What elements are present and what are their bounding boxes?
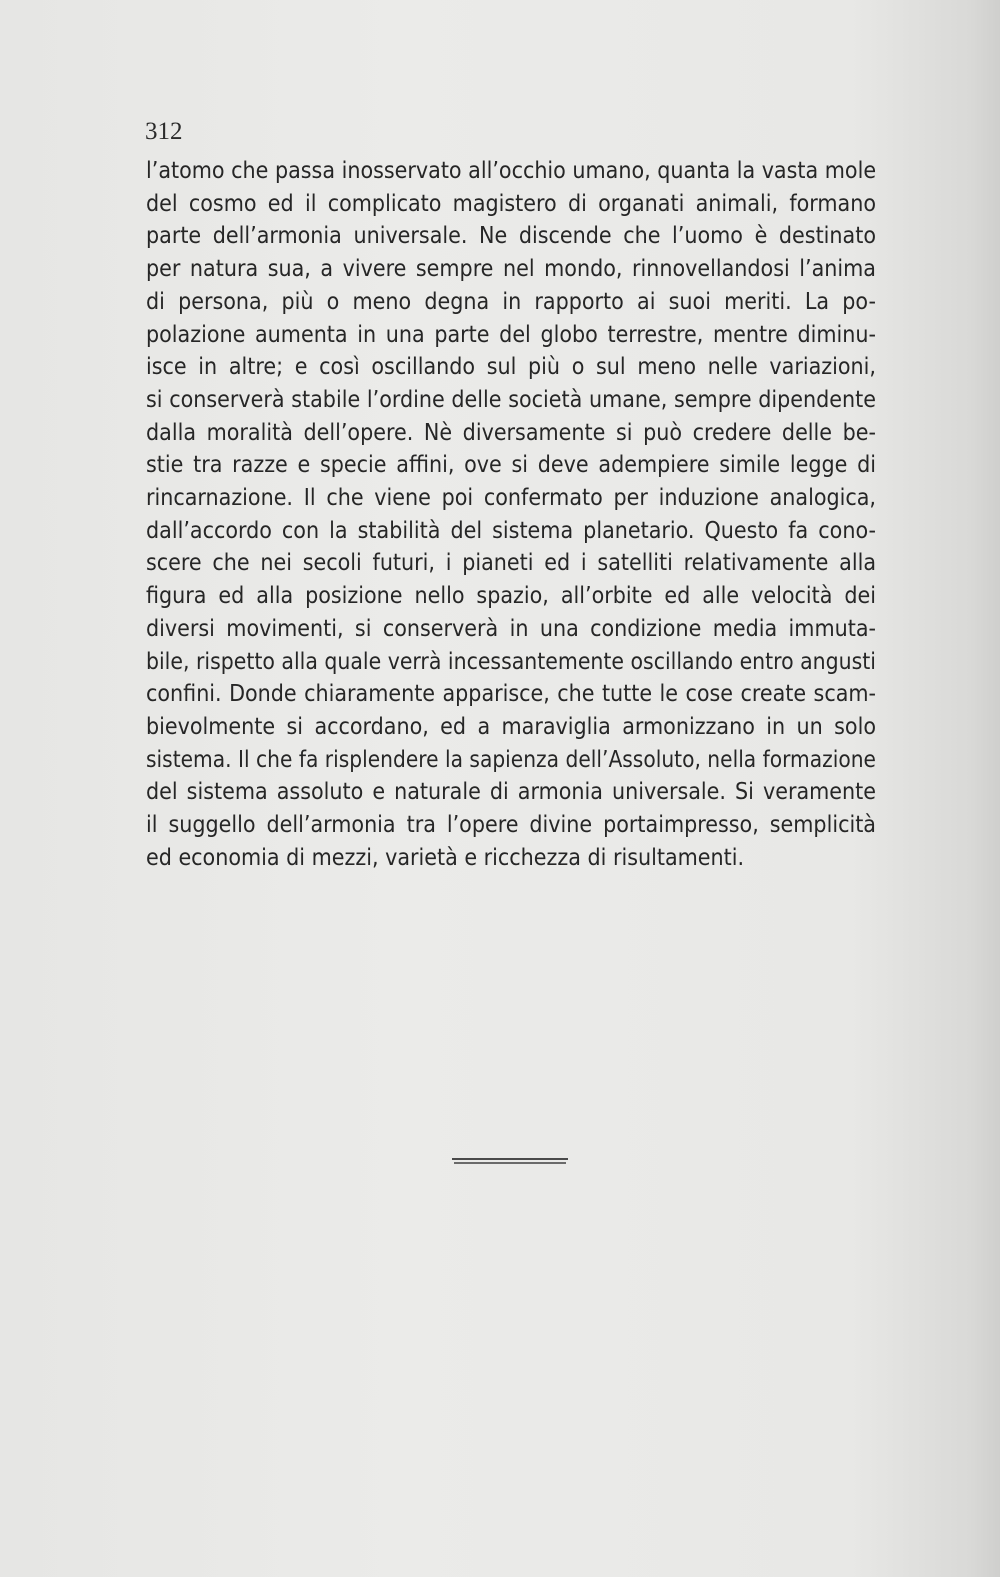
text-line-last: ed economia di mezzi, varietà e ricchezza di risultamenti. bbox=[146, 844, 745, 871]
text-line: di persona, più o meno degna in rapporto ai suoi meriti. La po- bbox=[146, 288, 876, 315]
text-line: figura ed alla posizione nello spazio, all’orbite ed alle velocità dei bbox=[146, 583, 876, 610]
text-line: dalla moralità dell’opere. Nè diversamente si può credere delle be- bbox=[146, 419, 876, 446]
text-line: rincarnazione. Il che viene poi confermato per induzione analogica, bbox=[146, 485, 876, 512]
text-line: del sistema assoluto e naturale di armonia universale. Si veramente bbox=[146, 779, 876, 806]
text-line: il suggello dell’armonia tra l’opere divine portaimpresso, semplicità bbox=[146, 812, 876, 839]
text-line: stie tra razze e specie affini, ove si deve adempiere simile legge di bbox=[146, 452, 876, 479]
rule-line bbox=[452, 1158, 568, 1160]
text-line: dall’accordo con la stabilità del sistema planetario. Questo fa cono- bbox=[146, 517, 876, 544]
text-line: sistema. Il che fa risplendere la sapienza dell’Assoluto, nella formazione bbox=[146, 746, 876, 773]
text-line: diversi movimenti, si conserverà in una condizione media immuta- bbox=[146, 615, 876, 642]
body-paragraph bbox=[146, 155, 876, 874]
text-line: polazione aumenta in una parte del globo terrestre, mentre diminu- bbox=[146, 321, 876, 348]
text-line: confini. Donde chiaramente apparisce, che tutte le cose create scam- bbox=[146, 681, 876, 708]
text-line: per natura sua, a vivere sempre nel mondo, rinnovellandosi l’anima bbox=[146, 256, 876, 283]
text-line: bile, rispetto alla quale verrà incessantemente oscillando entro angusti bbox=[146, 648, 876, 675]
rule-line bbox=[454, 1162, 566, 1164]
page-number: 312 bbox=[145, 118, 183, 145]
text-line: scere che nei secoli futuri, i pianeti ed i satelliti relativamente alla bbox=[146, 550, 876, 577]
text-line: parte dell’armonia universale. Ne discende che l’uomo è destinato bbox=[146, 223, 876, 250]
text-line: bievolmente si accordano, ed a maraviglia armonizzano in un solo bbox=[146, 713, 876, 740]
text-line: si conserverà stabile l’ordine delle società umane, sempre dipendente bbox=[146, 386, 876, 413]
text-line: isce in altre; e così oscillando sul più o sul meno nelle variazioni, bbox=[146, 354, 876, 381]
text-line: del cosmo ed il complicato magistero di organati animali, formano bbox=[146, 190, 876, 217]
end-rule-ornament bbox=[452, 1158, 568, 1166]
text-line: l’atomo che passa inosservato all’occhio umano, quanta la vasta mole bbox=[146, 158, 877, 184]
